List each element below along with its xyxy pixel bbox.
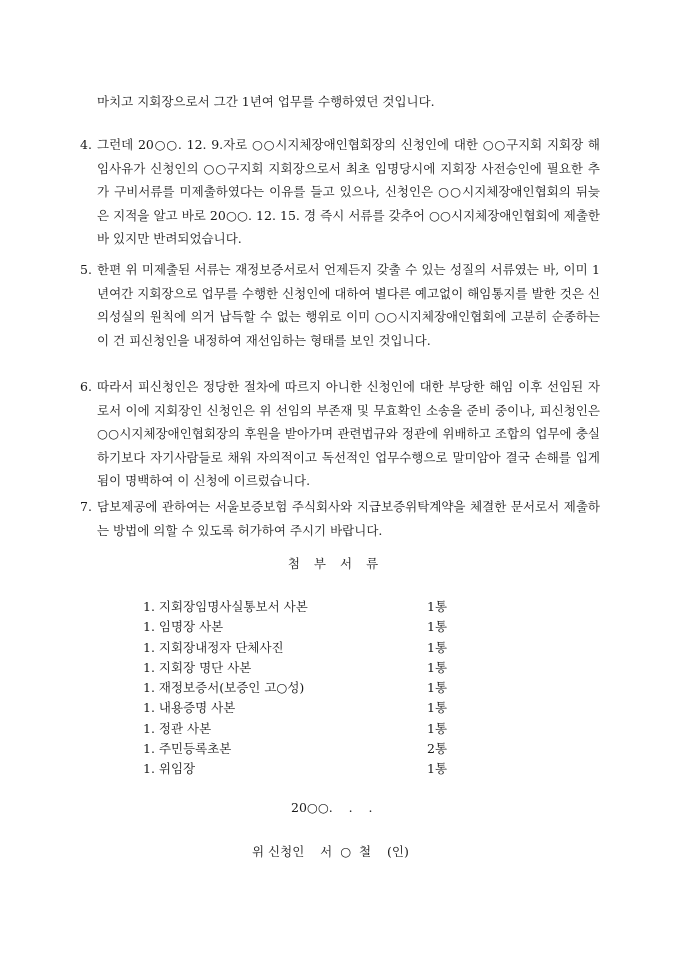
paragraph-number: 4. — [80, 137, 92, 152]
attachments-heading: 첨부서류 — [287, 556, 393, 571]
attachment-qty: 1통 — [427, 720, 448, 736]
attachment-qty: 1통 — [427, 639, 448, 655]
attachment-name: 1. 임명장 사본 — [143, 619, 224, 635]
paragraph-7 — [80, 495, 600, 542]
attachment-name: 1. 내용증명 사본 — [143, 700, 236, 716]
attachment-item — [143, 719, 463, 739]
paragraph-number: 5. — [80, 262, 92, 277]
attachment-name: 1. 지회장임명사실통보서 사본 — [143, 599, 308, 614]
paragraph-number: 6. — [80, 379, 92, 394]
applicant-signature: 위 신청인 서 ○ 철 (인) — [252, 844, 409, 859]
attachment-name: 1. 지회장내정자 단체사진 — [143, 639, 284, 655]
attachment-qty: 1통 — [427, 680, 448, 696]
paragraph-5 — [80, 258, 600, 352]
attachment-qty: 1통 — [427, 761, 448, 777]
attachment-name: 1. 주민등록초본 — [143, 741, 232, 757]
attachment-name: 1. 정관 사본 — [143, 720, 212, 736]
attachment-qty: 1통 — [427, 599, 448, 614]
attachment-item — [143, 658, 463, 678]
attachment-qty: 2통 — [427, 741, 448, 757]
attachment-qty: 1통 — [427, 700, 448, 716]
attachment-item — [143, 597, 463, 617]
attachment-name: 1. 위임장 — [143, 761, 196, 777]
attachment-item — [143, 617, 463, 637]
attachment-name: 1. 재정보증서(보증인 고○성) — [143, 680, 305, 696]
document-date: 20○○. . . — [291, 800, 373, 815]
continuation-text: 마치고 지회장으로서 그간 1년여 업무를 수행하였던 것입니다. — [97, 94, 435, 109]
paragraph-text: 한편 위 미제출된 서류는 재정보증서로서 언제든지 갖출 수 있는 성질의 서류였는 바, 이미 1년여간 지회장으로 업무를 수행한 신청인에 대하여 별다른 예고없이 해임통지를 발한 것은 신의성실의 원칙에 의거 납득할 수 없는 행위로 이미 ○○시지체장애인협회에 고분히 순종하는 이 건 피신청인을 내정하여 재선임하는 형태를 보인 것입니다. — [97, 262, 600, 348]
paragraph-text: 따라서 피신청인은 정당한 절차에 따르지 아니한 신청인에 대한 부당한 해임 이후 선임된 자로서 이에 지회장인 신청인은 위 선임의 부존재 및 무효확인 소송을 준비 중이나, 피신청인은 ○○시지체장애인협회장의 후원을 받아가며 관련법규와 정관에 위배하고 조합의 업무에 충실하기보다 자기사람들로 채워 자의적이고 독선적인 업무수행으로 말미암아 결국 손해를 입게 됨이 명백하여 이 신청에 이르렀습니다. — [97, 379, 600, 488]
attachment-item — [143, 638, 463, 658]
attachment-item — [143, 759, 463, 779]
attachments-list — [143, 597, 463, 780]
attachment-qty: 1통 — [427, 619, 448, 635]
paragraph-4 — [80, 133, 600, 251]
attachment-item — [143, 698, 463, 718]
attachment-item — [143, 739, 463, 759]
paragraph-number: 7. — [80, 499, 92, 514]
paragraph-text: 담보제공에 관하여는 서울보증보험 주식회사와 지급보증위탁계약을 체결한 문서로서 제출하는 방법에 의할 수 있도록 허가하여 주시기 바랍니다. — [97, 499, 600, 538]
attachment-name: 1. 지회장 명단 사본 — [143, 659, 252, 675]
attachment-qty: 1통 — [427, 659, 448, 675]
attachment-item — [143, 678, 463, 698]
paragraph-text: 그런데 20○○. 12. 9.자로 ○○시지체장애인협회장의 신청인에 대한 ○○구지회 지회장 해임사유가 신청인의 ○○구지회 지회장으로서 최초 임명당시에 지회장 사전승인에 필요한 추가 구비서류를 미제출하였다는 이유를 들고 있으나, 신청인은 ○○시지체장애인협회의 뒤늦은 지적을 알고 바로 20○○. 12. 15. 경 즉시 서류를 갖추어 ○○시지체장애인협회에 제출한 바 있지만 반려되었습니다. — [97, 137, 600, 246]
paragraph-6 — [80, 375, 600, 493]
